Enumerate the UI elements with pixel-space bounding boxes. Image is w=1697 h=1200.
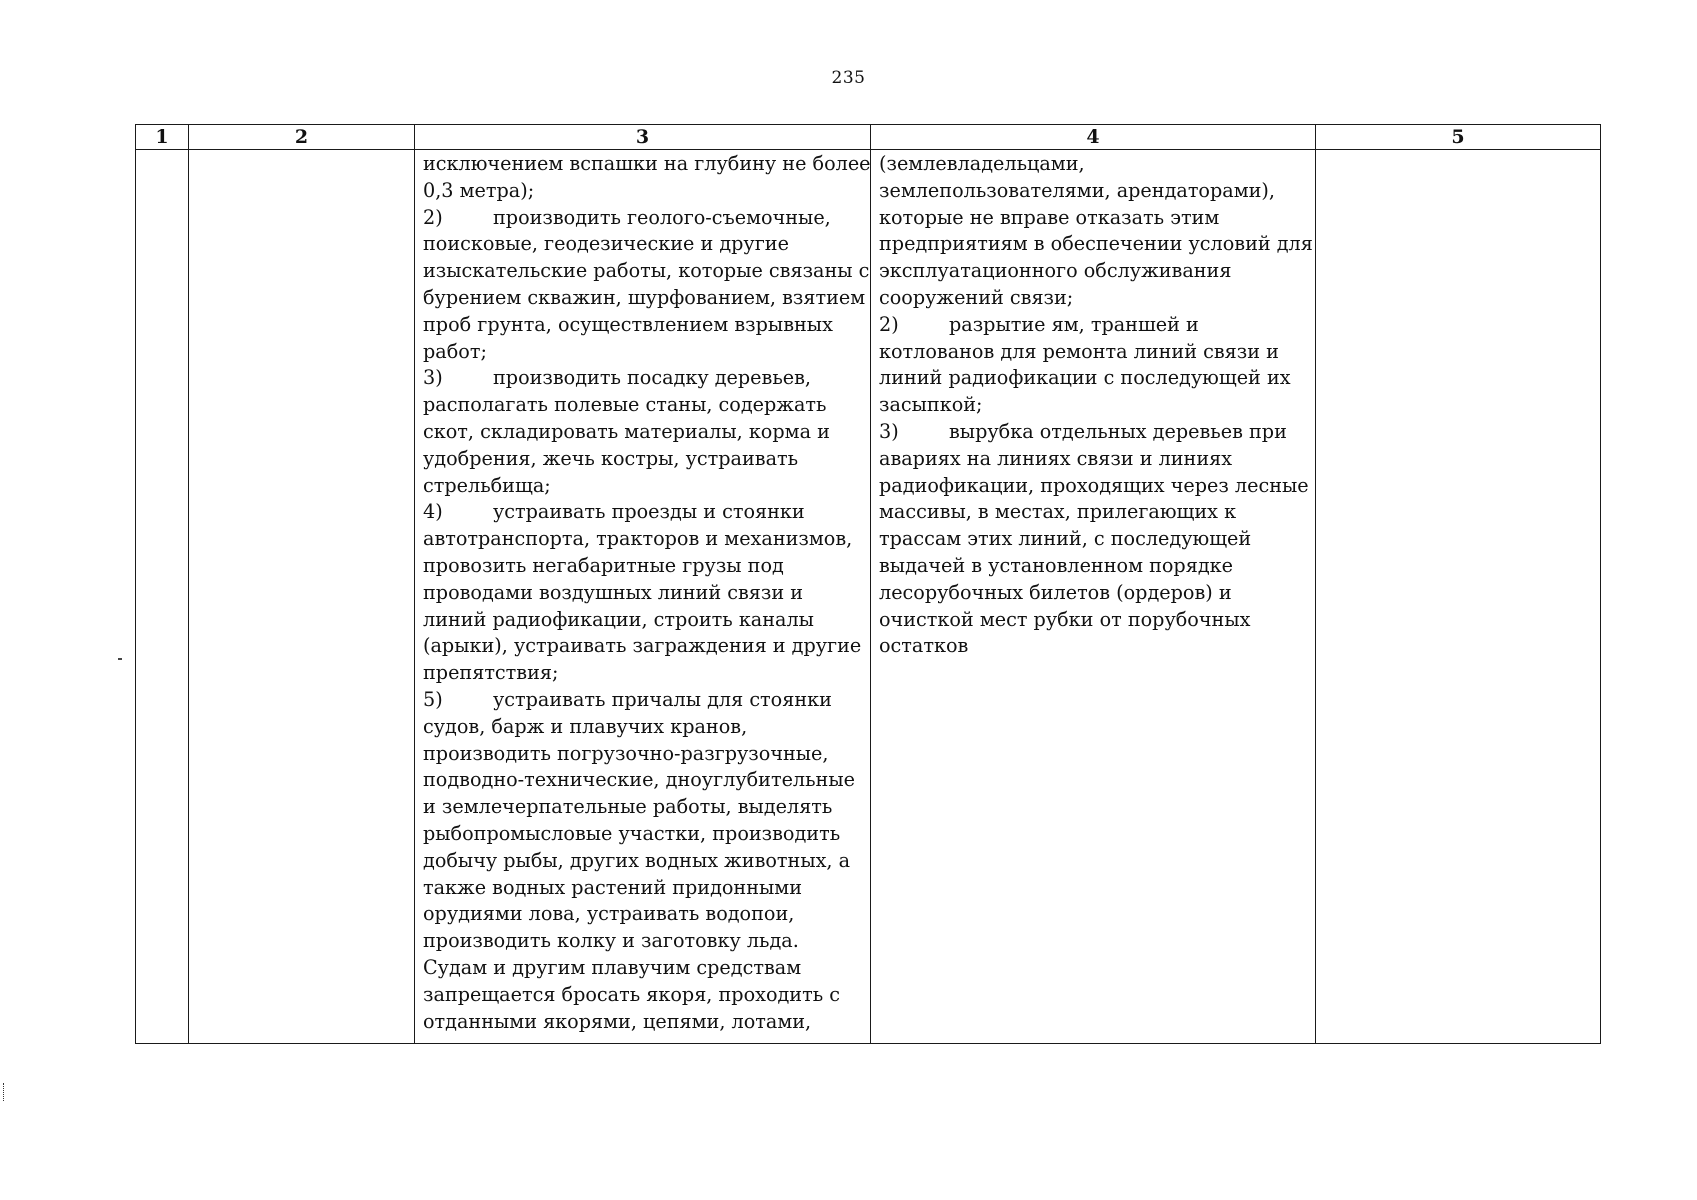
line-text: добычу рыбы, других водных животных, а xyxy=(423,848,851,872)
line-text: линий радиофикации с последующей их xyxy=(879,366,1291,390)
line-text: которые не вправе отказать этим xyxy=(879,205,1220,229)
item-number: 2) xyxy=(423,205,443,229)
scan-mark xyxy=(118,658,122,660)
line-text: трассам этих линий, с последующей xyxy=(879,527,1252,551)
line-text: проводами воздушных линий связи и xyxy=(423,580,804,604)
line-text: стрельбища; xyxy=(423,473,551,497)
text-line xyxy=(879,312,1309,339)
text-line xyxy=(423,178,864,205)
text-line xyxy=(423,205,864,232)
text-line xyxy=(423,151,871,178)
document-table xyxy=(135,124,1601,1044)
line-text: производить колку и заготовку льда. xyxy=(423,929,799,953)
line-text: радиофикации, проходящих через лесные xyxy=(879,473,1309,497)
line-text: (арыки), устраивать заграждения и другие xyxy=(423,634,862,658)
text-line xyxy=(423,499,864,526)
column-header-3: 3 xyxy=(415,125,871,150)
text-line xyxy=(423,419,864,446)
item-number: 3) xyxy=(879,419,899,443)
text-line xyxy=(423,687,864,714)
line-text: остатков xyxy=(879,634,969,658)
text-line xyxy=(423,741,864,768)
line-text: очисткой мест рубки от порубочных xyxy=(879,607,1251,631)
text-line xyxy=(423,767,864,794)
item-number: 2) xyxy=(879,312,899,336)
text-line xyxy=(423,1009,864,1036)
line-text: запрещается бросать якоря, проходить с xyxy=(423,982,841,1006)
text-line xyxy=(879,285,1309,312)
text-line xyxy=(879,151,1309,178)
text-line xyxy=(879,365,1309,392)
line-text: разрытие ям, траншей и xyxy=(949,312,1199,336)
cell-col-3 xyxy=(415,150,871,1044)
line-text: устраивать проезды и стоянки xyxy=(493,500,805,524)
line-text: изыскательские работы, которые связаны с xyxy=(423,259,870,283)
text-line xyxy=(423,339,864,366)
line-text: авариях на линиях связи и линиях xyxy=(879,446,1233,470)
line-text: вырубка отдельных деревьев при xyxy=(949,419,1287,443)
text-line xyxy=(879,473,1309,500)
text-line xyxy=(423,714,864,741)
line-text: устраивать причалы для стоянки xyxy=(493,687,832,711)
line-text: котлованов для ремонта линий связи и xyxy=(879,339,1279,363)
text-line xyxy=(423,312,864,339)
line-text: Судам и другим плавучим средствам xyxy=(423,955,802,979)
line-text: лесорубочных билетов (ордеров) и xyxy=(879,580,1232,604)
line-text: подводно-технические, дноуглубительные xyxy=(423,768,855,792)
line-text: поисковые, геодезические и другие xyxy=(423,232,789,256)
line-text: рыбопромысловые участки, производить xyxy=(423,821,841,845)
line-text: (землевладельцами, xyxy=(879,152,1085,175)
cell-col-1 xyxy=(136,150,189,1044)
line-text: отданными якорями, цепями, лотами, xyxy=(423,1009,812,1033)
line-text: также водных растений придонными xyxy=(423,875,802,899)
page-number: 235 xyxy=(831,68,866,88)
header-row xyxy=(136,125,1601,150)
line-text: удобрения, жечь костры, устраивать xyxy=(423,446,799,470)
line-text: предприятиям в обеспечении условий для xyxy=(879,232,1313,256)
column-header-4: 4 xyxy=(871,125,1316,150)
scan-edge-mark xyxy=(0,1083,4,1101)
line-text: сооружений связи; xyxy=(879,285,1074,309)
text-line xyxy=(879,205,1309,232)
line-text: располагать полевые станы, содержать xyxy=(423,393,827,417)
line-text: производить посадку деревьев, xyxy=(493,366,812,390)
line-text: скот, складировать материалы, корма и xyxy=(423,419,830,443)
line-text: землепользователями, арендаторами), xyxy=(879,178,1276,202)
line-text: засыпкой; xyxy=(879,393,983,417)
text-line xyxy=(879,339,1309,366)
text-line xyxy=(423,982,864,1009)
text-line xyxy=(423,794,864,821)
text-line xyxy=(879,526,1309,553)
text-line xyxy=(423,473,864,500)
text-line xyxy=(879,633,1309,660)
text-line xyxy=(423,285,864,312)
cell-col-4 xyxy=(871,150,1316,1044)
column-header-2: 2 xyxy=(189,125,415,150)
text-line xyxy=(879,553,1309,580)
text-line xyxy=(423,392,864,419)
line-text: эксплуатационного обслуживания xyxy=(879,259,1232,283)
text-line xyxy=(423,258,870,285)
line-text: производить геолого-съемочные, xyxy=(493,205,831,229)
text-line xyxy=(879,392,1309,419)
text-line xyxy=(879,231,1313,258)
text-line xyxy=(423,955,864,982)
text-line xyxy=(423,875,864,902)
text-line xyxy=(879,607,1309,634)
line-text: бурением скважин, шурфованием, взятием xyxy=(423,285,866,309)
line-text: работ; xyxy=(423,339,487,363)
text-line xyxy=(423,848,864,875)
text-line xyxy=(423,660,864,687)
text-line xyxy=(423,821,864,848)
text-line xyxy=(423,553,864,580)
line-text: линий радиофикации, строить каналы xyxy=(423,607,814,631)
line-text: проб грунта, осуществлением взрывных xyxy=(423,312,833,336)
cell-col-2 xyxy=(189,150,415,1044)
item-number: 5) xyxy=(423,687,443,711)
text-line xyxy=(423,526,864,553)
text-line xyxy=(879,580,1309,607)
text-line xyxy=(423,607,864,634)
cell-col-5 xyxy=(1316,150,1601,1044)
text-line xyxy=(879,258,1309,285)
line-text: орудиями лова, устраивать водопои, xyxy=(423,902,795,926)
line-text: 0,3 метра); xyxy=(423,178,535,202)
text-line xyxy=(423,446,864,473)
line-text: препятствия; xyxy=(423,661,559,685)
line-text: судов, барж и плавучих кранов, xyxy=(423,714,748,738)
permitted-works-text xyxy=(871,150,1315,660)
line-text: провозить негабаритные грузы под xyxy=(423,553,784,577)
text-line xyxy=(423,365,864,392)
column-header-5: 5 xyxy=(1316,125,1601,150)
text-line xyxy=(879,499,1309,526)
text-line xyxy=(423,580,864,607)
text-line xyxy=(879,419,1309,446)
text-line xyxy=(423,633,864,660)
text-line xyxy=(423,901,864,928)
table-row xyxy=(136,150,1601,1044)
text-line xyxy=(879,178,1309,205)
line-text: и землечерпательные работы, выделять xyxy=(423,795,833,819)
line-text: производить погрузочно-разгрузочные, xyxy=(423,741,829,765)
line-text: массивы, в местах, прилегающих к xyxy=(879,500,1237,524)
item-number: 4) xyxy=(423,500,443,524)
text-line xyxy=(879,446,1309,473)
text-line xyxy=(423,231,864,258)
line-text: автотранспорта, тракторов и механизмов, xyxy=(423,527,853,551)
item-number: 3) xyxy=(423,366,443,390)
line-text: выдачей в установленном порядке xyxy=(879,553,1233,577)
line-text: исключением вспашки на глубину не более xyxy=(423,152,871,175)
text-line xyxy=(423,928,864,955)
restrictions-text xyxy=(415,150,870,1035)
column-header-1: 1 xyxy=(136,125,189,150)
